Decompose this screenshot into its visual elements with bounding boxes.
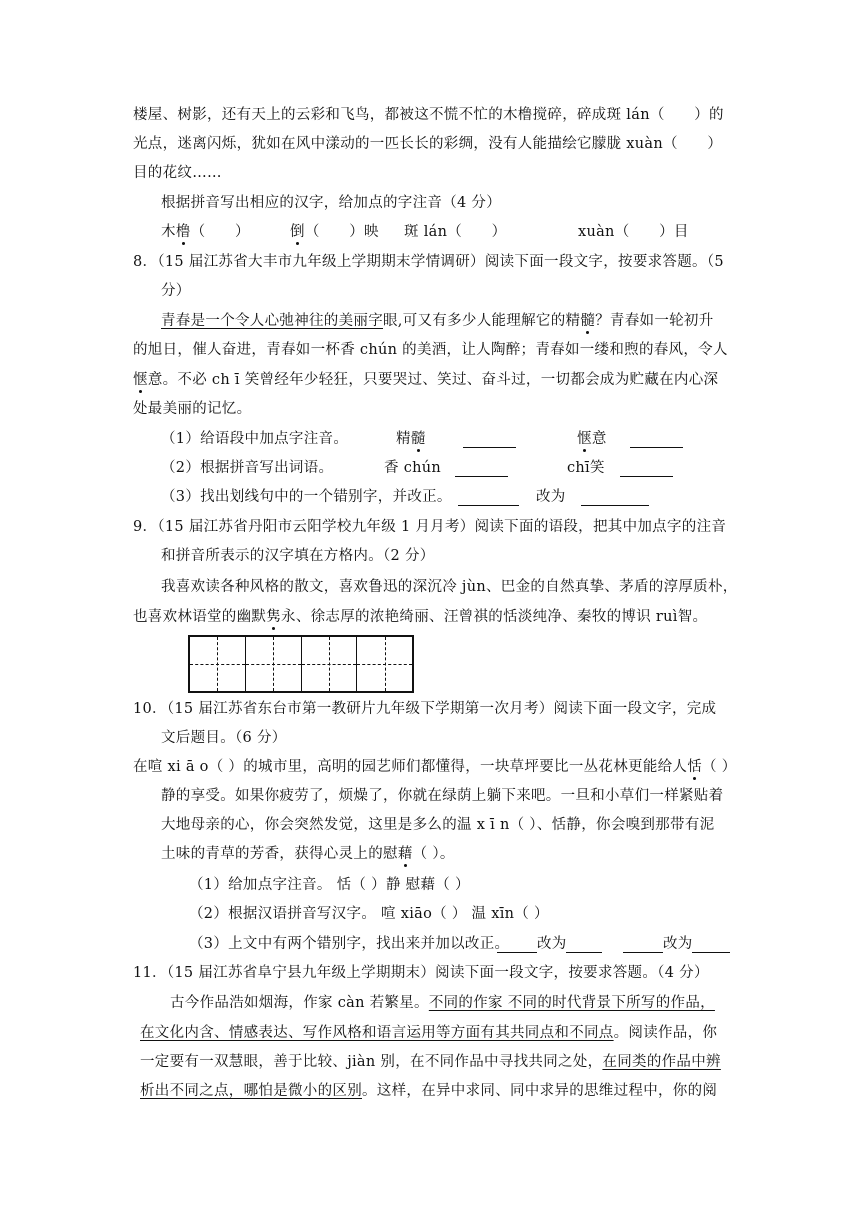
dotted-char: 恬 (687, 759, 703, 775)
text: 在喧 xi ā o（ ）的城市里，高明的园艺师们都懂得，一块草坪要比一丛花林更能给人 (133, 759, 688, 775)
dotted-char: 橹 (175, 224, 191, 240)
answer-blank[interactable] (497, 938, 537, 953)
answer-blank[interactable] (566, 938, 602, 953)
passage-line: 我喜欢读各种风格的散文，喜欢鲁迅的深沉冷 jùn、巴金的自然真挚、茅盾的淳厚质朴， (161, 579, 738, 595)
passage-line (161, 311, 714, 331)
text: 意 (591, 431, 607, 447)
dotted-char: 惬 (577, 431, 592, 447)
text: （ ） (702, 759, 737, 775)
answer-line (161, 222, 250, 242)
passage-line (140, 1052, 721, 1072)
text: （ ）。 (412, 846, 455, 862)
answer-blank[interactable] (630, 433, 683, 448)
passage-line: 静的享受。如果你疲劳了，烦燥了，你就在绿荫上躺下来吧。一旦和小草们一样紧贴着 (161, 788, 724, 804)
grid-cell[interactable] (302, 637, 358, 691)
text: 改为 (537, 936, 567, 952)
grid-cell[interactable] (190, 637, 246, 691)
text: 眼,可又有多少人能理解它的精 (383, 313, 581, 329)
sub-question: （3）找出划线句中的一个错别字，并改正。 (161, 489, 452, 505)
sub-question: （3）上文中有两个错别字，找出来并加以改正。 (189, 936, 510, 952)
passage-line (140, 1023, 717, 1043)
answer-blank[interactable] (623, 938, 663, 953)
question-11-heading: 11．（15 届江苏省阜宁县九年级上学期期末）阅读下面一段文字，按要求答题。（4 分） (133, 965, 709, 981)
answer-line (290, 222, 379, 242)
question-8-heading: 分） (161, 283, 191, 299)
passage-line: 的旭日，催人奋进，青春如一杯香 chún 的美酒，让人陶醉；青春如一缕和煦的春风，令人 (133, 342, 728, 358)
sub-question-item: chī笑 (567, 460, 605, 476)
text: 改为 (663, 936, 693, 952)
underlined-sentence: 不同的作家 不同的时代背景下所写的作品， (428, 995, 715, 1011)
underlined-sentence: 在同类的作品中辨 (602, 1054, 721, 1070)
text: ？青春如一轮初升 (595, 313, 714, 329)
sub-question-item (396, 429, 426, 449)
question-9-heading: 和拼音所表示的汉字填在方格内。（2 分） (161, 548, 435, 564)
text: （ ）映 (304, 224, 379, 240)
passage-line (133, 607, 707, 627)
underlined-sentence: 在文化内含、情感表达、写作风格和语言运用等方面有其共同点和不同点 (140, 1025, 614, 1041)
dotted-char: 惬 (133, 372, 148, 388)
answer-grid (188, 635, 414, 693)
passage-line (161, 844, 455, 864)
text: 古今作品浩如烟海，作家 càn 若繁星。 (170, 995, 429, 1011)
question-10-heading: 文后题目。（6 分） (161, 730, 287, 746)
text: 改为 (536, 489, 566, 505)
answer-blank[interactable] (620, 462, 673, 477)
passage-line: 目的花纹…… (133, 165, 222, 181)
question-10-heading: 10．（15 届江苏省东台市第一教研片九年级下学期第一次月考）阅读下面一段文字，完成 (133, 701, 717, 717)
question-9-heading: 9．（15 届江苏省丹阳市云阳学校九年级 1 月月考）阅读下面的语段，把其中加点字的注音 (133, 519, 727, 535)
instruction: 根据拼音写出相应的汉字，给加点的字注音（4 分） (161, 195, 502, 211)
text: 精 (396, 431, 411, 447)
text: 土味的青草的芳香，获得心灵上的慰 (161, 846, 398, 862)
sub-question-item (577, 429, 607, 449)
sub-question-item: 香 chún (384, 460, 442, 476)
sub-question: （2）根据拼音写出词语。 (161, 460, 334, 476)
dotted-char: 髓 (580, 313, 596, 329)
passage-line: 楼屋、树影，还有天上的云彩和飞鸟，都被这不慌不忙的木橹搅碎，碎成斑 lán（ ）的 (133, 107, 724, 123)
answer-blank[interactable] (692, 938, 730, 953)
passage-line: 光点，迷离闪烁，犹如在风中漾动的一匹长长的彩绸，没有人能描绘它朦胧 xuàn（ ） (133, 136, 723, 152)
answer-blank[interactable] (581, 491, 649, 506)
passage-line (140, 1081, 717, 1101)
dotted-char: 髓 (410, 431, 426, 447)
answer-line: xuàn（ ）目 (578, 224, 689, 240)
passage-line: 大地母亲的心，你会突然发觉，这里是多么的温 x ī n（ ）、恬静，你会嗅到那带有泥 (161, 817, 715, 833)
text: 。阅读作品，你 (613, 1025, 718, 1041)
text: 永、徐志厚的浓艳绮丽、汪曾祺的恬淡纯净、秦牧的博识 ruì智。 (281, 609, 708, 625)
text: （ ） (190, 224, 250, 240)
grid-cell[interactable] (246, 637, 302, 691)
text: 也喜欢林语堂的幽默 (133, 609, 267, 625)
passage-line: 处最美丽的记忆。 (133, 401, 252, 417)
dotted-char: 藉 (397, 846, 413, 862)
sub-question: （1）给语段中加点字注音。 (161, 431, 349, 447)
passage-line (133, 757, 737, 777)
sub-question: （1）给加点字注音。 恬（ ）静 慰藉（ ） (189, 877, 470, 893)
grid-cell[interactable] (357, 637, 412, 691)
underlined-sentence: 青春是一个令人心弛神往的美丽字 (161, 313, 383, 329)
passage-line (133, 370, 718, 390)
dotted-char: 倒 (290, 224, 305, 240)
text: 木 (161, 224, 176, 240)
answer-line: 斑 lán（ ） (404, 224, 507, 240)
text: 一定要有一双慧眼，善于比较、jiàn 别，在不同作品中寻找共同之处， (140, 1054, 603, 1070)
answer-blank[interactable] (458, 491, 519, 506)
dotted-char: 隽 (266, 609, 282, 625)
text: 。这样，在异中求同、同中求异的思维过程中，你的阅 (362, 1083, 718, 1099)
question-8-heading: 8．（15 届江苏省大丰市九年级上学期期末学情调研）阅读下面一段文字，按要求答题。（5 (133, 254, 724, 270)
underlined-sentence: 析出不同之点，哪怕是微小的区别 (140, 1083, 362, 1099)
passage-line (170, 993, 715, 1013)
text: 意。不必 ch ī 笑曾经年少轻狂，只要哭过、笑过、奋斗过，一切都会成为贮藏在内心深 (147, 372, 719, 388)
sub-question: （2）根据汉语拼音写汉字。 喧 xiāo（ ） 温 xīn（ ） (189, 906, 549, 922)
answer-blank[interactable] (455, 462, 508, 477)
answer-blank[interactable] (463, 433, 516, 448)
